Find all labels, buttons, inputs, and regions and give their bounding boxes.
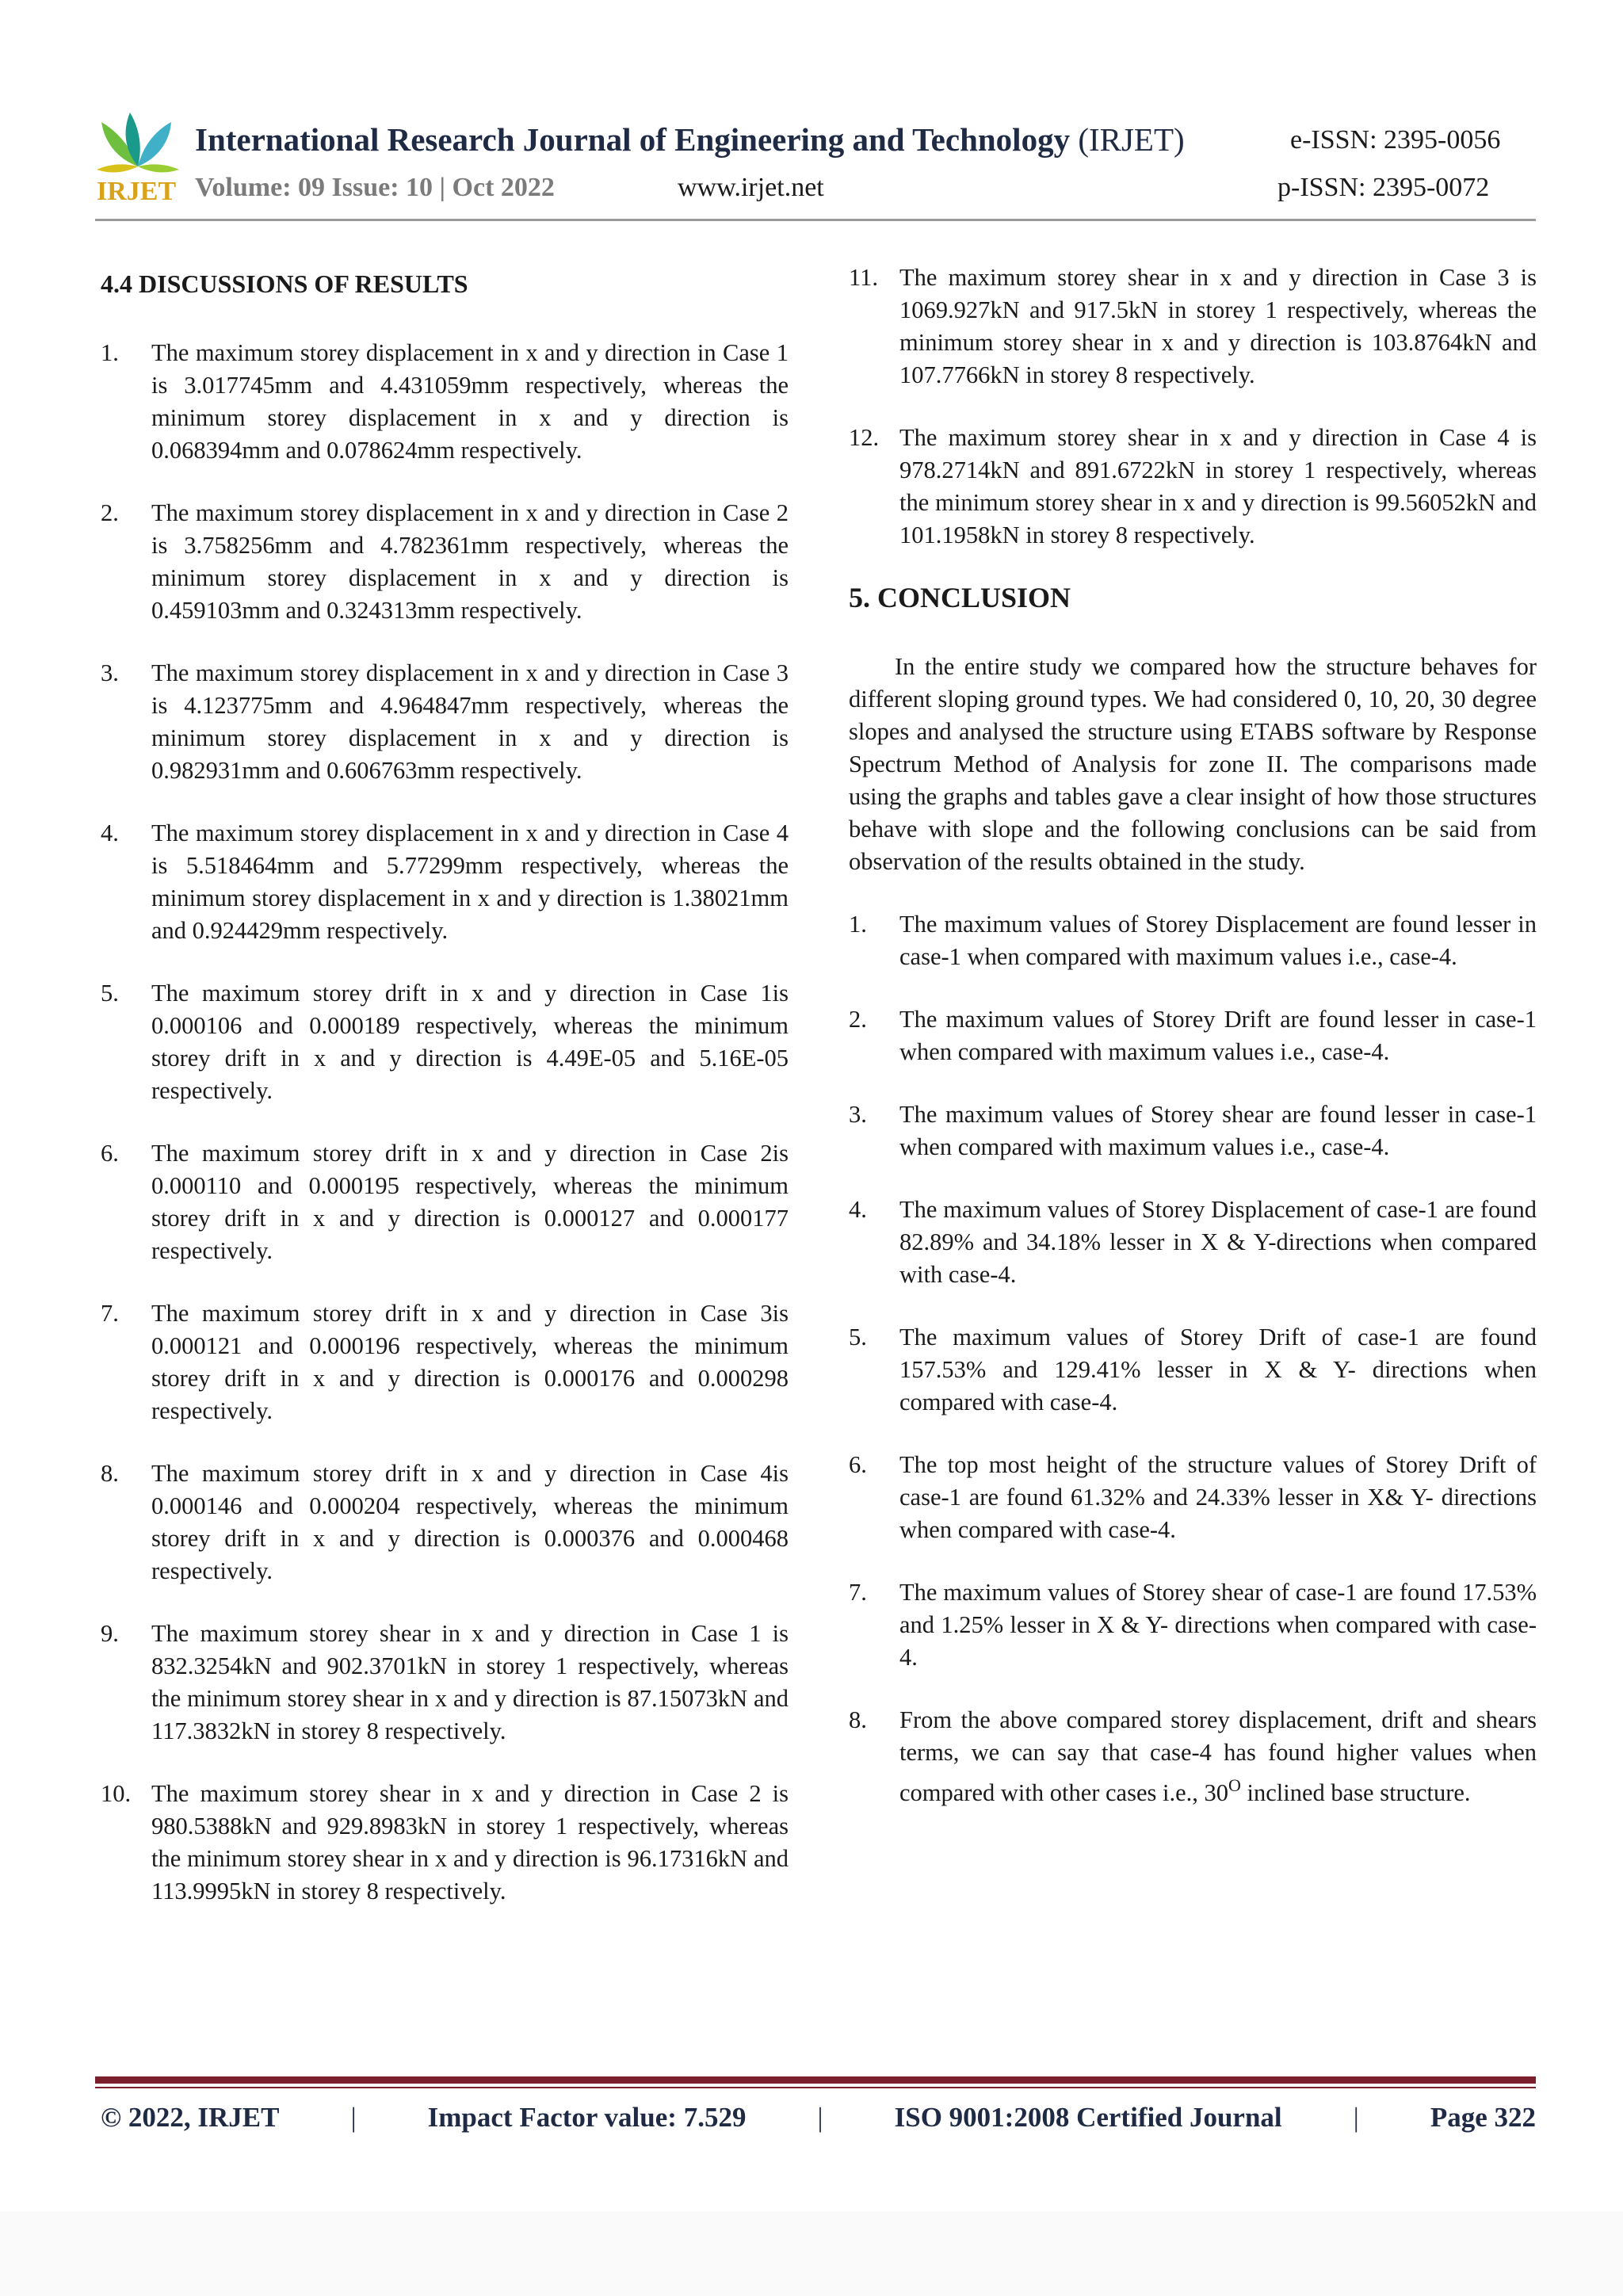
- item-text: From the above compared storey displacement, drift and shears terms, we can say that case-4 has found higher values when compared with other cases i.e., 30: [899, 1706, 1537, 1806]
- journal-name: International Research Journal of Engineering and Technology: [195, 121, 1071, 158]
- list-item: [101, 1457, 789, 1587]
- list-item: [849, 1003, 1537, 1068]
- item-text: The maximum values of Storey Displacement are found lesser in case-1 when compared with maximum values i.e., case-4.: [899, 911, 1537, 970]
- item-number: 4.: [849, 1196, 867, 1223]
- item-number: 9.: [101, 1620, 119, 1647]
- footer-copyright: © 2022, IRJET: [101, 2102, 280, 2133]
- list-item: [849, 422, 1537, 552]
- list-item: [849, 1449, 1537, 1546]
- list-item: [849, 1576, 1537, 1674]
- item-number: 2.: [101, 499, 119, 526]
- footer-separator: |: [350, 2102, 357, 2133]
- degree-mark: O: [1228, 1775, 1241, 1795]
- item-number: 6.: [101, 1140, 119, 1167]
- item-text: The top most height of the structure values of Storey Drift of case-1 are found 61.32% and 24.33% lesser in X& Y- directions when compared with case-4.: [899, 1451, 1537, 1543]
- item-number: 7.: [849, 1579, 867, 1606]
- list-item: [101, 1137, 789, 1267]
- eissn: e-ISSN: 2395-0056: [1290, 125, 1501, 155]
- list-item: [101, 1297, 789, 1427]
- logo-text: IRJET: [97, 177, 177, 206]
- item-number: 3.: [849, 1101, 867, 1128]
- list-item: [849, 1098, 1537, 1163]
- journal-abbr: (IRJET): [1078, 121, 1185, 158]
- item-text: The maximum storey drift in x and y direction in Case 3is 0.000121 and 0.000196 respectively, whereas the minimum storey drift in x and y direction is 0.000176 and 0.000298 respectively.: [151, 1300, 789, 1424]
- item-number: 5.: [101, 980, 119, 1007]
- footer-separator: |: [1353, 2102, 1359, 2133]
- item-text: The maximum storey drift in x and y direction in Case 1is 0.000106 and 0.000189 respectively, whereas the minimum storey drift in x and y direction is 4.49E-05 and 5.16E-05 respectively.: [151, 980, 789, 1104]
- header-rule: [95, 219, 1536, 221]
- list-item: [849, 908, 1537, 973]
- item-number: 5.: [849, 1324, 867, 1350]
- list-item: [849, 1704, 1537, 1809]
- item-number: 11.: [849, 264, 878, 291]
- item-number: 10.: [101, 1780, 132, 1807]
- journal-title: [195, 120, 1185, 159]
- item-number: 12.: [849, 424, 880, 451]
- item-text: The maximum values of Storey shear are found lesser in case-1 when compared with maximum values i.e., case-4.: [899, 1101, 1537, 1160]
- section-heading-conclusion: 5. CONCLUSION: [849, 582, 1071, 613]
- footer-impact-factor: Impact Factor value: 7.529: [427, 2102, 747, 2133]
- list-item: [101, 1778, 789, 1908]
- irjet-logo: [94, 111, 182, 206]
- item-number: 3.: [101, 659, 119, 686]
- right-column: [849, 262, 1537, 1839]
- item-number: 4.: [101, 819, 119, 846]
- item-text: The maximum storey displacement in x and y direction in Case 4 is 5.518464mm and 5.77299mm respectively, whereas the minimum storey displacement in x and y direction is 1.38021mm and 0.924429mm respectively.: [151, 819, 789, 944]
- footer-rule: [95, 2076, 1536, 2084]
- item-text: The maximum values of Storey Displacement of case-1 are found 82.89% and 34.18% lesser in X & Y-directions when compared with case-4.: [899, 1196, 1537, 1288]
- item-number: 1.: [101, 339, 119, 366]
- conclusion-paragraph: In the entire study we compared how the structure behaves for different sloping ground types. We had considered 0, 10, 20, 30 degree slopes and analysed the structure using ETABS software by Response Spectrum Method of Analysis for zone II. The comparisons made using the graphs and tables gave a clear insight of how those structures behave with slope and the following conclusions can be said from observation of the results obtained in the study.: [849, 653, 1537, 875]
- footer-page-number: Page 322: [1430, 2102, 1536, 2133]
- list-item: [101, 1618, 789, 1748]
- item-text-end: inclined base structure.: [1240, 1779, 1471, 1806]
- item-number: 1.: [849, 911, 867, 938]
- item-text: The maximum storey drift in x and y direction in Case 4is 0.000146 and 0.000204 respectively, whereas the minimum storey drift in x and y direction is 0.000376 and 0.000468 respectively.: [151, 1460, 789, 1584]
- footer-iso: ISO 9001:2008 Certified Journal: [894, 2102, 1282, 2133]
- results-list: [101, 337, 789, 1908]
- item-text: The maximum values of Storey shear of case-1 are found 17.53% and 1.25% lesser in X & Y- directions when compared with case-4.: [899, 1579, 1537, 1671]
- volume-issue: Volume: 09 Issue: 10 | Oct 2022: [195, 173, 555, 202]
- item-text: The maximum storey drift in x and y direction in Case 2is 0.000110 and 0.000195 respectively, whereas the minimum storey drift in x and y direction is 0.000127 and 0.000177 respectively.: [151, 1140, 789, 1264]
- item-number: 6.: [849, 1451, 867, 1478]
- item-text: The maximum storey displacement in x and y direction in Case 3 is 4.123775mm and 4.964847mm respectively, whereas the minimum storey displacement in x and y direction is 0.982931mm and 0.606763mm respectively.: [151, 659, 789, 784]
- page-bottom-margin: [0, 2211, 1623, 2296]
- list-item: [101, 977, 789, 1107]
- list-item: [849, 1194, 1537, 1291]
- results-list-continued: [849, 262, 1537, 552]
- item-text: The maximum storey shear in x and y direction in Case 3 is 1069.927kN and 917.5kN in storey 1 respectively, whereas the minimum storey shear in x and y direction is 103.8764kN and 107.7766kN in storey 8 respectively.: [899, 264, 1537, 388]
- item-text: The maximum values of Storey Drift of case-1 are found 157.53% and 129.41% lesser in X & Y- directions when compared with case-4.: [899, 1324, 1537, 1415]
- footer: [101, 2102, 1536, 2134]
- item-number: 2.: [849, 1006, 867, 1033]
- item-number: 7.: [101, 1300, 119, 1327]
- item-text: The maximum storey displacement in x and y direction in Case 1 is 3.017745mm and 4.431059mm respectively, whereas the minimum storey displacement in x and y direction is 0.068394mm and 0.078624mm respectively.: [151, 339, 789, 464]
- footer-rule-thin: [95, 2087, 1536, 2088]
- item-text: The maximum values of Storey Drift are found lesser in case-1 when compared with maximum values i.e., case-4.: [899, 1006, 1537, 1065]
- conclusions-list: [849, 908, 1537, 1809]
- item-number: 8.: [849, 1706, 867, 1733]
- item-text: The maximum storey shear in x and y direction in Case 1 is 832.3254kN and 902.3701kN in storey 1 respectively, whereas the minimum storey shear in x and y direction is 87.15073kN and 117.3832kN in storey 8 respectively.: [151, 1620, 789, 1744]
- section-heading-discussions: 4.4 DISCUSSIONS OF RESULTS: [101, 269, 468, 298]
- list-item: [849, 1321, 1537, 1419]
- item-text: The maximum storey shear in x and y direction in Case 2 is 980.5388kN and 929.8983kN in storey 1 respectively, whereas the minimum storey shear in x and y direction is 96.17316kN and 113.9995kN in storey 8 respectively.: [151, 1780, 789, 1904]
- list-item: [101, 337, 789, 467]
- list-item: [849, 262, 1537, 392]
- footer-separator: |: [817, 2102, 823, 2133]
- list-item: [101, 657, 789, 787]
- item-text: The maximum storey displacement in x and y direction in Case 2 is 3.758256mm and 4.782361mm respectively, whereas the minimum storey displacement in x and y direction is 0.459103mm and 0.324313mm respectively.: [151, 499, 789, 624]
- pissn: p-ISSN: 2395-0072: [1277, 173, 1490, 202]
- list-item: [101, 817, 789, 947]
- website-link[interactable]: www.irjet.net: [678, 173, 824, 202]
- item-text: The maximum storey shear in x and y direction in Case 4 is 978.2714kN and 891.6722kN in storey 1 respectively, whereas the minimum storey shear in x and y direction is 99.56052kN and 101.1958kN in storey 8 respectively.: [899, 424, 1537, 548]
- left-column: [101, 262, 789, 1938]
- list-item: [101, 497, 789, 627]
- item-number: 8.: [101, 1460, 119, 1487]
